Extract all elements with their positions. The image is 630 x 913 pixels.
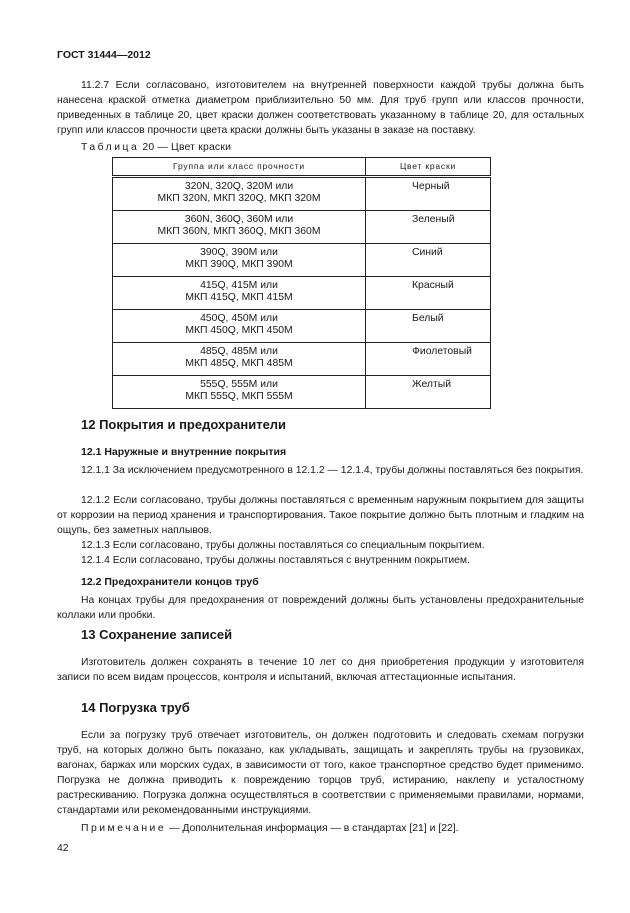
table-caption: [81, 140, 231, 155]
table-row: [113, 376, 491, 409]
paragraph-13: Изготовитель должен сохранять в течение 10 лет со дня приобретения продукции у изготовителя записи по всем видам процессов, контроля и испытаний, включая аттестационные испытания.: [57, 657, 584, 683]
table-row: [113, 211, 491, 244]
cell-group-line: 360N, 360Q, 360M или: [184, 214, 294, 225]
section-12-heading: 12 Покрытия и предохранители: [81, 417, 287, 432]
column-header-group: Группа или класс прочности: [113, 158, 366, 177]
table-caption-title: 20 — Цвет краски: [139, 142, 232, 153]
table-row: [113, 277, 491, 310]
cell-color: Синий: [366, 244, 491, 277]
paint-color-table: [112, 157, 491, 409]
cell-color: Белый: [366, 310, 491, 343]
cell-group: [113, 244, 366, 277]
cell-color: Зеленый: [366, 211, 491, 244]
table-row: [113, 310, 491, 343]
page-number: 42: [57, 843, 69, 854]
cell-group-line: 450Q, 450M или: [200, 313, 278, 324]
cell-group-line: МКП 390Q, МКП 390M: [185, 259, 293, 270]
cell-group-line: МКП 320N, МКП 320Q, МКП 320M: [157, 193, 321, 204]
cell-group-line: МКП 450Q, МКП 450M: [185, 325, 293, 336]
table-row: [113, 177, 491, 211]
paragraph-12-1-3: 12.1.3 Если согласовано, трубы должны поставляться со специальным покрытием.: [81, 540, 485, 551]
cell-group-line: 485Q, 485M или: [200, 346, 278, 357]
table-caption-label: Таблица: [81, 142, 140, 153]
cell-group-line: МКП 360N, МКП 360Q, МКП 360M: [157, 226, 321, 237]
paragraph-11-2-7: 11.2.7 Если согласовано, изготовителем на внутренней поверхности каждой трубы должна быть нанесена краской отметка диаметром приблизительно 50 мм. Для труб групп или классов прочности, приведенных в таблице 20, цвет краски должен соответствовать указанному в таблице 20, для остальных групп или классов прочности цвета краски должны быть указаны в заказе на поставку.: [57, 80, 584, 136]
table-row: [113, 244, 491, 277]
cell-color: Желтый: [366, 376, 491, 409]
cell-group-line: 415Q, 415M или: [200, 280, 278, 291]
cell-group-line: 555Q, 555M или: [200, 379, 278, 390]
cell-group-line: МКП 555Q, МКП 555M: [185, 391, 293, 402]
paragraph-12-1-1: 12.1.1 За исключением предусмотренного в 12.1.2 — 12.1.4, трубы должны поставляться без покрытия.: [81, 465, 584, 476]
cell-group-line: МКП 485Q, МКП 485M: [185, 358, 293, 369]
paragraph-12-1-2: 12.1.2 Если согласовано, трубы должны поставляться с временным наружным покрытием для защиты от коррозии на период хранения и транспортирования. Такое покрытие должно быть плотным и гладким на ощупь, без заметных наплывов.: [57, 495, 584, 536]
column-header-color: Цвет краски: [366, 158, 491, 177]
section-14-heading: 14 Погрузка труб: [81, 700, 190, 715]
cell-color: Фиолетовый: [366, 343, 491, 376]
document-header: ГОСТ 31444—2012: [57, 49, 151, 61]
cell-color: Красный: [366, 277, 491, 310]
cell-group-line: 390Q, 390M или: [200, 247, 278, 258]
cell-group: [113, 310, 366, 343]
cell-group: [113, 277, 366, 310]
note: [57, 821, 584, 836]
cell-group-line: 320N, 320Q, 320M или: [184, 181, 294, 192]
paragraph-12-1-4: 12.1.4 Если согласовано, трубы должны поставляться с внутренним покрытием.: [81, 555, 470, 566]
section-12-1-heading: 12.1 Наружные и внутренние покрытия: [81, 446, 287, 458]
cell-group: [113, 376, 366, 409]
note-label: Примечание: [81, 823, 167, 834]
cell-color: Черный: [366, 177, 491, 211]
cell-group: [113, 177, 366, 211]
section-12-2-heading: 12.2 Предохранители концов труб: [81, 576, 259, 588]
cell-group-line: МКП 415Q, МКП 415M: [185, 292, 293, 303]
note-text: — Дополнительная информация — в стандартах [21] и [22].: [166, 823, 459, 834]
cell-group: [113, 343, 366, 376]
section-13-heading: 13 Сохранение записей: [81, 627, 233, 642]
paragraph-14: Если за погрузку труб отвечает изготовитель, он должен подготовить и следовать схемам погрузки труб, на которых должно быть показано, как укладывать, защищать и закреплять трубы на грузовиках, вагонах, баржах или морских судах, в зависимости от того, какое транспортное средство будет применимо. Погрузка не должна приводить к повреждению торцов труб, истиранию, наклепу и усталостному растрескиванию. Погрузка должна осуществляться в соответствии с применяемыми правилами, нормами, стандартами или рекомендованными инструкциями.: [57, 730, 584, 816]
cell-group: [113, 211, 366, 244]
table-row: [113, 343, 491, 376]
paragraph-12-2: На концах трубы для предохранения от повреждений должны быть установлены предохранительные коллаки или пробки.: [57, 595, 584, 621]
